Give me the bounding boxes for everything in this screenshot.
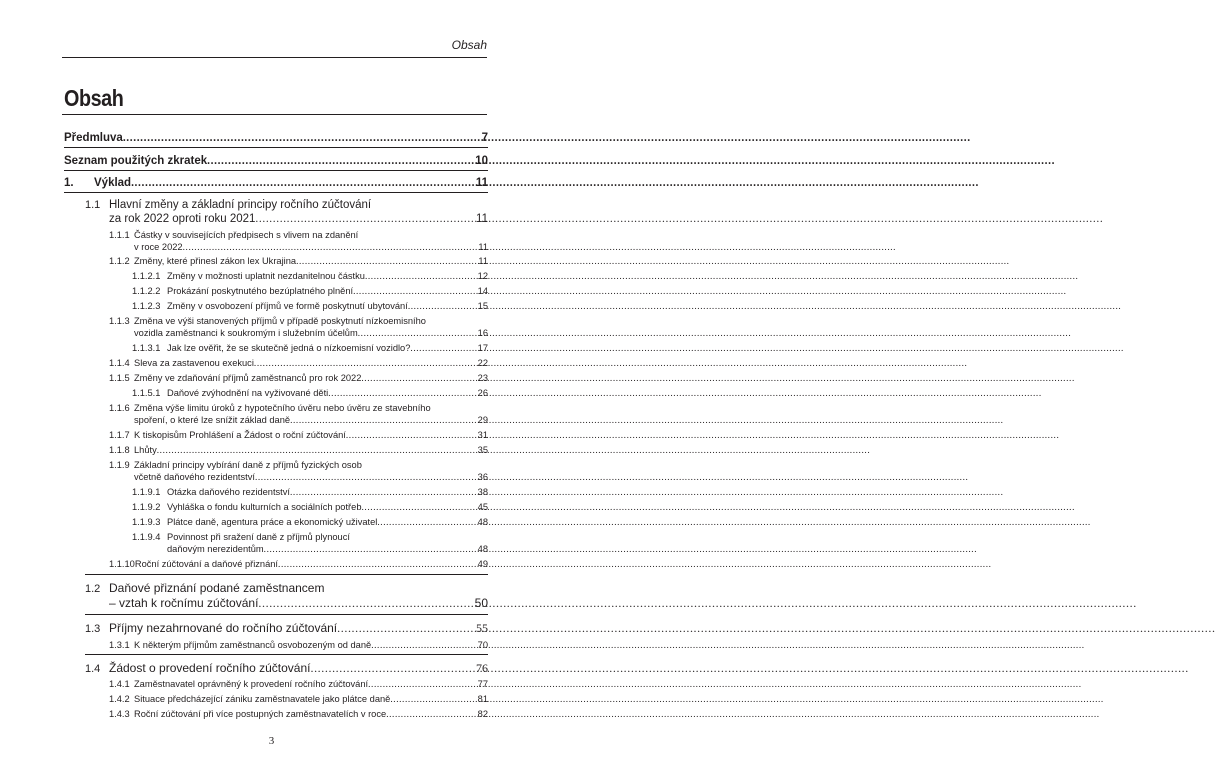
toc-entry-1-1-10[interactable] — [109, 558, 488, 571]
toc-entry-page: 12 — [477, 271, 488, 281]
toc-entry-number: 1.1.4 — [109, 358, 130, 368]
dot-leader — [278, 559, 478, 571]
toc-entry-page: 23 — [477, 373, 488, 383]
toc-entry-1-2[interactable] — [85, 582, 488, 595]
toc-entry-number: 1.1.2.1 — [132, 271, 161, 281]
toc-entry-number: 1.1 — [85, 199, 101, 211]
toc-entry-1-1-8[interactable] — [109, 444, 488, 457]
toc-entry-page: 49 — [477, 559, 488, 569]
toc-entry-number: 1.1.2.3 — [132, 301, 161, 311]
toc-entry-page: 55 — [476, 621, 488, 635]
toc-entry-number: 1.1.3.1 — [132, 343, 161, 353]
toc-entry-continuation: v roce 2022 — [134, 242, 183, 252]
toc-entry-page: 29 — [477, 415, 488, 425]
toc-entry-number: 1.1.9.2 — [132, 502, 161, 512]
toc-entry-title: K tiskopisům Prohlášení a Žádost o roční zúčtování — [134, 430, 346, 440]
toc-entry-predmluva[interactable] — [64, 132, 488, 144]
toc-entry-page: 17 — [477, 343, 488, 353]
toc-entry-title: Změny v osvobození příjmů ve formě poskytnutí ubytování — [167, 301, 408, 311]
toc-entry-number: 1.1.9.3 — [132, 517, 161, 527]
toc-entry-title: Hlavní změny a základní principy ročního zúčtování — [109, 199, 372, 211]
toc-entry-title: Změny ve zdaňování příjmů zaměstnanců pro rok 2022 — [134, 373, 362, 383]
toc-entry-page: 15 — [477, 301, 488, 311]
toc-entry-1-1-4[interactable] — [109, 357, 488, 370]
toc-entry-page: 50 — [474, 596, 488, 610]
toc-entry-1-1-5-1[interactable] — [132, 387, 488, 400]
dot-leader — [255, 472, 478, 484]
toc-entry-title: Změna výše limitu úroků z hypotečního úvěru nebo úvěru ze stavebního — [134, 403, 431, 413]
toc-entry-title: Sleva za zastavenou exekuci — [134, 358, 254, 368]
toc-entry-number: 1.1.9.4 — [132, 532, 161, 542]
toc-entry-continuation: vozidla zaměstnanci k soukromým i služebním účelům — [134, 328, 358, 338]
toc-entry-title: Otázka daňového rezidentství — [167, 487, 290, 497]
toc-entry-title: Plátce daně, agentura práce a ekonomický uživatel — [167, 517, 378, 527]
toc-entry-page: 11 — [478, 242, 488, 252]
dot-leader — [368, 679, 478, 691]
dot-leader — [157, 445, 478, 457]
toc-entry-page: 22 — [477, 358, 488, 368]
dot-leader — [377, 517, 477, 529]
dot-leader — [346, 430, 478, 442]
dot-leader — [296, 256, 478, 268]
toc-entry-1-4[interactable] — [85, 662, 488, 675]
toc-entry-1-1-5[interactable] — [109, 372, 488, 385]
toc-entry-1-1-6[interactable] — [109, 402, 488, 414]
separator — [85, 654, 488, 655]
toc-entry-page: 48 — [477, 517, 488, 527]
toc-entry-title: Základní principy vybírání daně z příjmů fyzických osob — [134, 460, 362, 470]
dot-leader — [353, 286, 478, 298]
toc-entry-page: 11 — [475, 177, 488, 189]
dot-leader — [183, 242, 479, 254]
toc-entry-page: 11 — [478, 256, 488, 266]
dot-leader — [310, 662, 476, 674]
dot-leader — [290, 415, 478, 427]
toc-entry-1-1-9-2[interactable] — [132, 501, 488, 514]
page-number: 3 — [268, 735, 275, 747]
dot-leader — [207, 155, 475, 167]
toc-entry-title: Povinnost při sražení daně z příjmů plynoucí — [167, 532, 350, 542]
toc-entry-zkratky[interactable] — [64, 155, 488, 167]
toc-entry-page: 11 — [476, 213, 488, 225]
toc-entry-number: 1.1.6 — [109, 403, 130, 413]
toc-entry-title: Zaměstnavatel oprávněný k provedení ročního zúčtování — [134, 679, 369, 689]
toc-entry-number: 1. — [64, 177, 74, 189]
toc-entry-page: 76 — [476, 661, 488, 675]
page-heading: Obsah — [64, 85, 124, 111]
toc-entry-page: 10 — [475, 155, 488, 167]
toc-entry-1-1-1-cont[interactable] — [134, 241, 488, 254]
toc-entry-number: 1.1.7 — [109, 430, 130, 440]
toc-entry-title: Předmluva — [64, 132, 123, 144]
toc-entry-1-1-9[interactable] — [109, 459, 488, 471]
toc-entry-title: Prokázání poskytnutého bezúplatného plnění — [167, 286, 354, 296]
dot-leader — [410, 343, 477, 355]
toc-entry-number: 1.1.10 — [109, 559, 135, 569]
toc-entry-1-1-2-2[interactable] — [132, 285, 488, 298]
toc-entry-number: 1.3.1 — [109, 640, 130, 650]
toc-entry-title: Příjmy nezahrnované do ročního zúčtování — [109, 621, 338, 635]
toc-entry-page: 26 — [477, 388, 488, 398]
toc-entry-1-1-9-4[interactable] — [132, 531, 488, 543]
toc-entry-1-4-1[interactable] — [109, 678, 488, 691]
dot-leader — [258, 597, 474, 609]
toc-entry-1-1-3-1[interactable] — [132, 342, 488, 355]
toc-entry-1-1-9-1[interactable] — [132, 486, 488, 499]
dot-leader — [371, 640, 477, 652]
toc-entry-number: 1.1.5 — [109, 373, 130, 383]
toc-entry-number: 1.1.2 — [109, 256, 130, 266]
toc-entry-title: Vyhláška o fondu kulturních a sociálních potřeb — [167, 502, 362, 512]
toc-entry-1-1-9-4-cont[interactable] — [167, 543, 488, 556]
toc-entry-title: Změny, které přinesl zákon lex Ukrajina — [134, 256, 297, 266]
toc-entry-page: 45 — [477, 502, 488, 512]
toc-entry-continuation: daňovým nerezidentům — [167, 544, 264, 554]
toc-entry-1-3[interactable] — [85, 622, 488, 635]
toc-entry-title: Změna ve výši stanovených příjmů v případě poskytnutí nízkoemisního — [134, 316, 426, 326]
toc-entry-number: 1.1.9 — [109, 460, 130, 470]
dot-leader — [123, 132, 482, 144]
dot-leader — [255, 213, 476, 225]
toc-entry-title: Výklad — [94, 177, 132, 189]
dot-leader — [362, 502, 478, 514]
toc-entry-title: Lhůty — [134, 445, 157, 455]
toc-entry-continuation: – vztah k ročnímu zúčtování — [109, 596, 259, 610]
toc-entry-number: 1.4 — [85, 663, 101, 675]
toc-entry-number: 1.1.2.2 — [132, 286, 161, 296]
toc-entry-1-1-cont[interactable] — [109, 213, 488, 225]
toc-entry-1-4-3[interactable] — [109, 708, 488, 721]
dot-leader — [390, 694, 477, 706]
toc-entry-continuation: včetně daňového rezidentství — [134, 472, 255, 482]
toc-entry-number: 1.4.1 — [109, 679, 130, 689]
toc-entry-1-2-cont[interactable] — [109, 597, 488, 609]
dot-leader — [290, 487, 478, 499]
running-head: Obsah — [451, 38, 487, 52]
toc-entry-1-1[interactable] — [85, 199, 488, 211]
dot-leader — [131, 177, 476, 189]
dot-leader — [254, 358, 478, 370]
toc-entry-number: 1.1.9.1 — [132, 487, 161, 497]
toc-entry-page: 14 — [477, 286, 488, 296]
toc-entry-page: 77 — [477, 679, 488, 689]
toc-entry-number: 1.3 — [85, 623, 101, 635]
toc-entry-number: 1.4.3 — [109, 709, 130, 719]
toc-entry-page: 36 — [477, 472, 488, 482]
toc-entry-page: 31 — [477, 430, 488, 440]
separator — [85, 574, 488, 575]
toc-entry-page: 35 — [477, 445, 488, 455]
toc-entry-1-1-7[interactable] — [109, 429, 488, 442]
toc-entry-1-1-2[interactable] — [109, 255, 488, 268]
toc-entry-continuation: za rok 2022 oproti roku 2021 — [109, 213, 256, 225]
separator — [85, 614, 488, 615]
toc-entry-page: 7 — [481, 132, 488, 144]
toc-entry-1-1-9-cont[interactable] — [134, 471, 488, 484]
toc-entry-number: 1.1.5.1 — [132, 388, 161, 398]
dot-leader — [264, 544, 478, 556]
toc-entry-title: K některým příjmům zaměstnanců osvobozeným od daně — [134, 640, 372, 650]
dot-leader — [358, 328, 478, 340]
toc-entry-page: 38 — [477, 487, 488, 497]
toc-entry-page: 48 — [477, 544, 488, 554]
dot-leader — [386, 709, 477, 721]
toc-entry-page: 16 — [477, 328, 488, 338]
toc-entry-number: 1.1.1 — [109, 230, 130, 240]
toc-entry-page: 81 — [477, 694, 488, 704]
toc-entry-number: 1.2 — [85, 583, 101, 595]
toc-entry-continuation: spoření, o které lze snížit základ daně — [134, 415, 291, 425]
toc-entry-title: Jak lze ověřit, že se skutečně jedná o nízkoemisní vozidlo? — [167, 343, 411, 353]
toc-entry-title: Daňové zvýhodnění na vyživované děti — [167, 388, 329, 398]
toc-entry-1-1-6-cont[interactable] — [134, 414, 488, 427]
toc-entry-number: 1.1.8 — [109, 445, 130, 455]
toc-entry-vyklad[interactable] — [64, 177, 488, 189]
dot-leader — [365, 271, 478, 283]
toc-entry-number: 1.4.2 — [109, 694, 130, 704]
toc-entry-page: 70 — [477, 640, 488, 650]
toc-entry-page: 82 — [477, 709, 488, 719]
toc-entry-title: Daňové přiznání podané zaměstnancem — [109, 581, 325, 595]
toc-entry-title: Seznam použitých zkratek — [64, 155, 208, 167]
toc-entry-1-1-3-cont[interactable] — [134, 327, 488, 340]
toc-entry-title: Situace předcházející zániku zaměstnavatele jako plátce daně — [134, 694, 391, 704]
toc-entry-title: Změny v možnosti uplatnit nezdanitelnou částku — [167, 271, 365, 281]
toc-entry-1-4-2[interactable] — [109, 693, 488, 706]
separator — [64, 147, 488, 148]
toc-entry-title: Částky v souvisejících předpisech s vlivem na zdanění — [134, 230, 359, 240]
dot-leader — [361, 373, 477, 385]
toc-entry-1-1-1[interactable] — [109, 229, 488, 241]
toc-entry-1-1-9-3[interactable] — [132, 516, 488, 529]
dot-leader — [408, 301, 478, 313]
table-of-contents — [0, 0, 543, 768]
toc-entry-title: Roční zúčtování a daňové přiznání — [134, 559, 279, 569]
toc-entry-1-1-2-3[interactable] — [132, 300, 488, 313]
toc-entry-number: 1.1.3 — [109, 316, 130, 326]
dot-leader — [337, 622, 476, 634]
dot-leader — [328, 388, 477, 400]
separator — [64, 170, 488, 171]
toc-entry-title: Roční zúčtování při více postupných zaměstnavatelích v roce — [134, 709, 387, 719]
separator — [64, 192, 488, 193]
toc-entry-title: Žádost o provedení ročního zúčtování — [109, 661, 311, 675]
toc-entry-1-1-3[interactable] — [109, 315, 488, 327]
toc-entry-1-3-1[interactable] — [109, 639, 488, 652]
toc-entry-1-1-2-1[interactable] — [132, 270, 488, 283]
